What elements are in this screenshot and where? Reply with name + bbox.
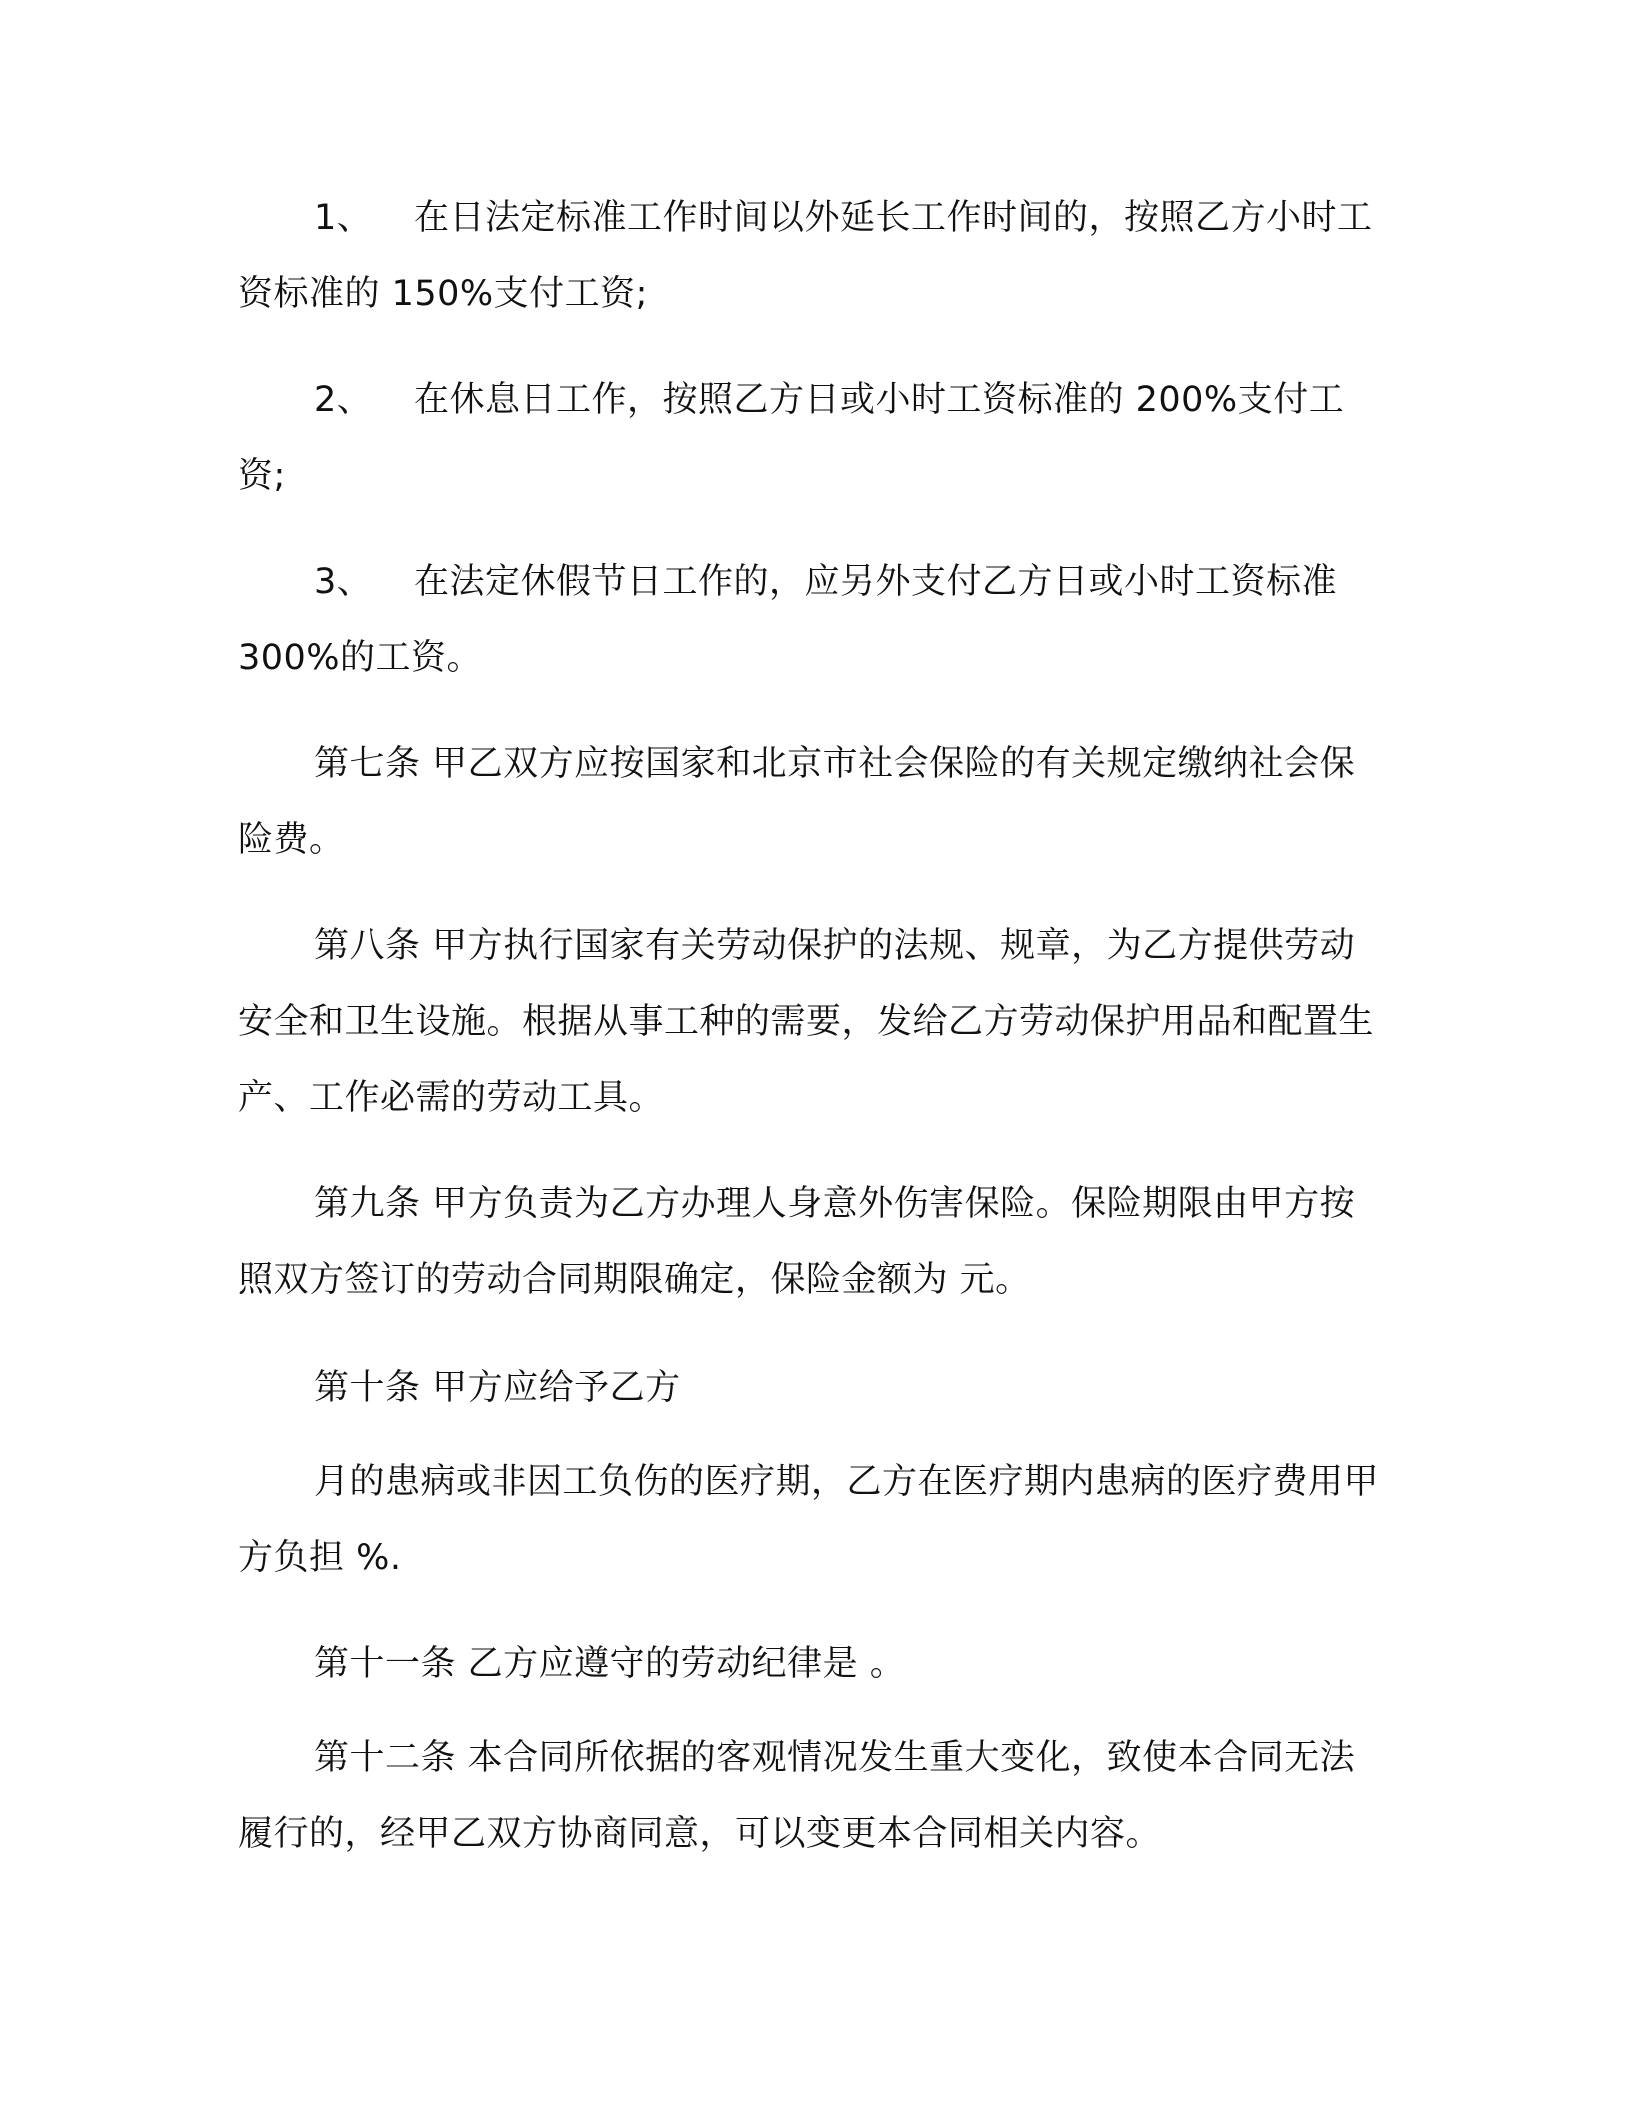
article-10-paragraph: 第十条 甲方应给予乙方: [314, 1368, 681, 1408]
list-item-3: [238, 544, 1386, 696]
list-text: 在日法定标准工作时间以外延长工作时间的，按照乙方小时工资标准的 150%支付工资;: [238, 198, 1373, 314]
list-item-1: [238, 180, 1386, 332]
article-12-paragraph: 第十二条 本合同所依据的客观情况发生重大变化，致使本合同无法履行的，经甲乙双方协商同意，可以变更本合同相关内容。: [238, 1738, 1356, 1854]
article-9-paragraph: 第九条 甲方负责为乙方办理人身意外伤害保险。保险期限由甲方按照双方签订的劳动合同期限确定，保险金额为 元。: [238, 1184, 1356, 1300]
article-10-continuation: 月的患病或非因工负伤的医疗期，乙方在医疗期内患病的医疗费用甲方负担 %.: [238, 1462, 1380, 1578]
list-number: 2、: [314, 380, 373, 420]
list-item-2: [238, 362, 1386, 514]
list-number: 1、: [314, 198, 373, 238]
list-number: 3、: [314, 562, 373, 602]
article-8-paragraph: 第八条 甲方执行国家有关劳动保护的法规、规章，为乙方提供劳动安全和卫生设施。根据从事工种的需要，发给乙方劳动保护用品和配置生产、工作必需的劳动工具。: [238, 926, 1375, 1118]
article-7-paragraph: 第七条 甲乙双方应按国家和北京市社会保险的有关规定缴纳社会保险费。: [238, 744, 1356, 860]
article-11-paragraph: 第十一条 乙方应遵守的劳动纪律是 。: [314, 1644, 906, 1684]
list-text: 在休息日工作，按照乙方日或小时工资标准的 200%支付工资;: [238, 380, 1345, 496]
list-text: 在法定休假节日工作的，应另外支付乙方日或小时工资标准 300%的工资。: [238, 562, 1338, 678]
